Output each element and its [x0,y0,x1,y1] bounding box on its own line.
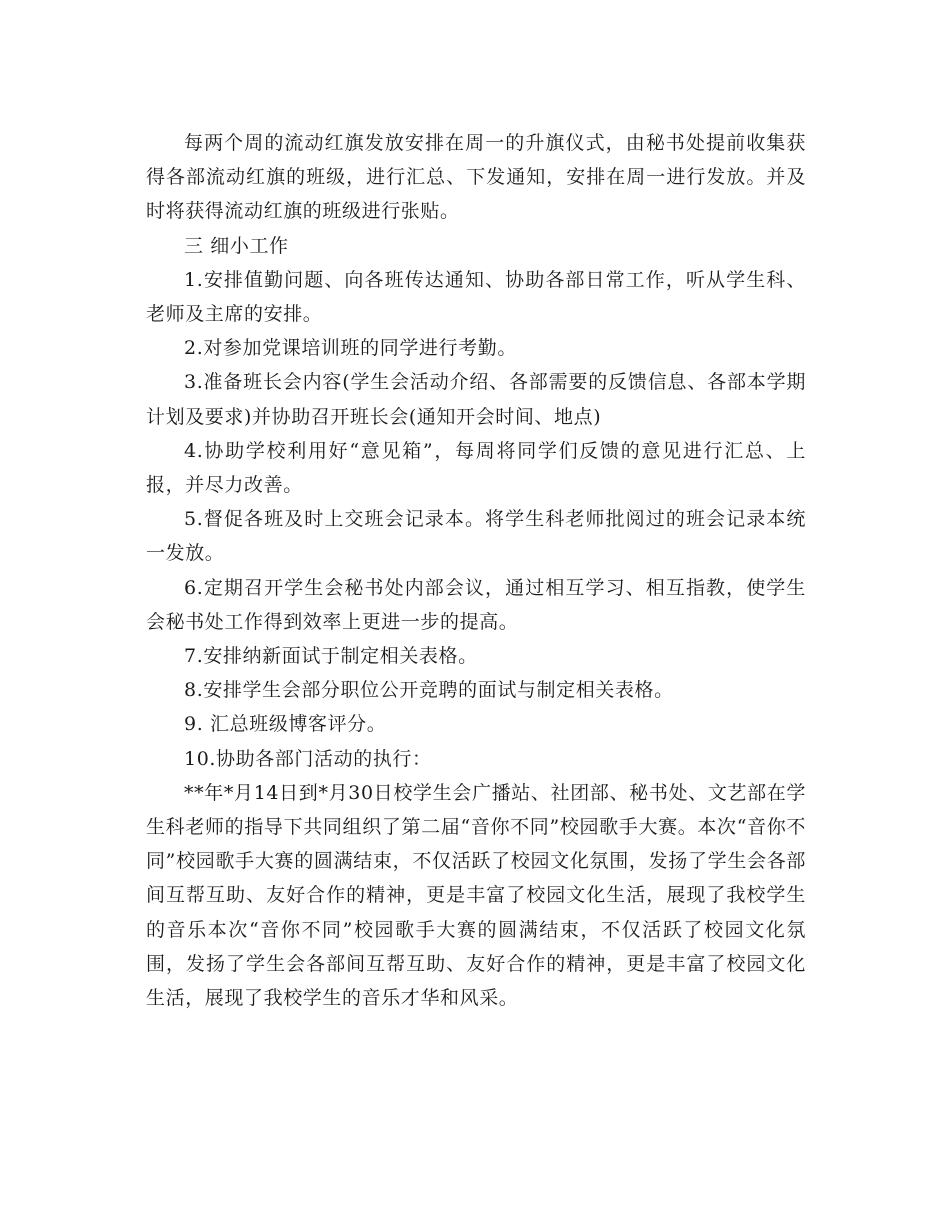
list-item-3: 3.准备班长会内容(学生会活动介绍、各部需要的反馈信息、各部本学期计划及要求)并协助召开班长会(通知开会时间、地点) [146,371,806,428]
list-item-9: 9. 汇总班级博客评分。 [184,713,387,736]
document-body [146,126,806,1015]
section-heading-details: 三 细小工作 [184,234,289,257]
list-item-1: 1.安排值勤问题、向各班传达通知、协助各部日常工作，听从学生科、老师及主席的安排。 [146,268,806,326]
paragraph-singer-contest: **年*月14日到*月30日校学生会广播站、社团部、秘书处、文艺部在学生科老师的指导下共同组织了第二届“音你不同”校园歌手大赛。本次“音你不同”校园歌手大赛的圆满结束，不仅活跃了校园文化氛围，发扬了学生会各部间互帮互助、友好合作的精神，更是丰富了校园文化生活，展现了我校学生的音乐本次“音你不同”校园歌手大赛的圆满结束，不仅活跃了校园文化氛围，发扬了学生会各部间互帮互助、友好合作的精神，更是丰富了校园文化生活，展现了我校学生的音乐才华和风采。 [146,781,806,1010]
list-item-6: 6.定期召开学生会秘书处内部会议，通过相互学习、相互指教，使学生会秘书处工作得到效率上更进一步的提高。 [146,576,806,633]
list-item-2: 2.对参加党课培训班的同学进行考勤。 [184,337,517,360]
list-item-8: 8.安排学生会部分职位公开竞聘的面试与制定相关表格。 [184,679,674,702]
list-item-4: 4.协助学校利用好“意见箱”，每周将同学们反馈的意见进行汇总、上报，并尽力改善。 [146,439,806,497]
list-item-10: 10.协助各部门活动的执行： [184,747,432,770]
list-item-5: 5.督促各班及时上交班会记录本。将学生科老师批阅过的班会记录本统一发放。 [146,508,806,565]
paragraph-red-flag: 每两个周的流动红旗发放安排在周一的升旗仪式，由秘书处提前收集获得各部流动红旗的班级，进行汇总、下发通知，安排在周一进行发放。并及时将获得流动红旗的班级进行张贴。 [146,132,806,223]
list-item-7: 7.安排纳新面试于制定相关表格。 [184,645,478,668]
